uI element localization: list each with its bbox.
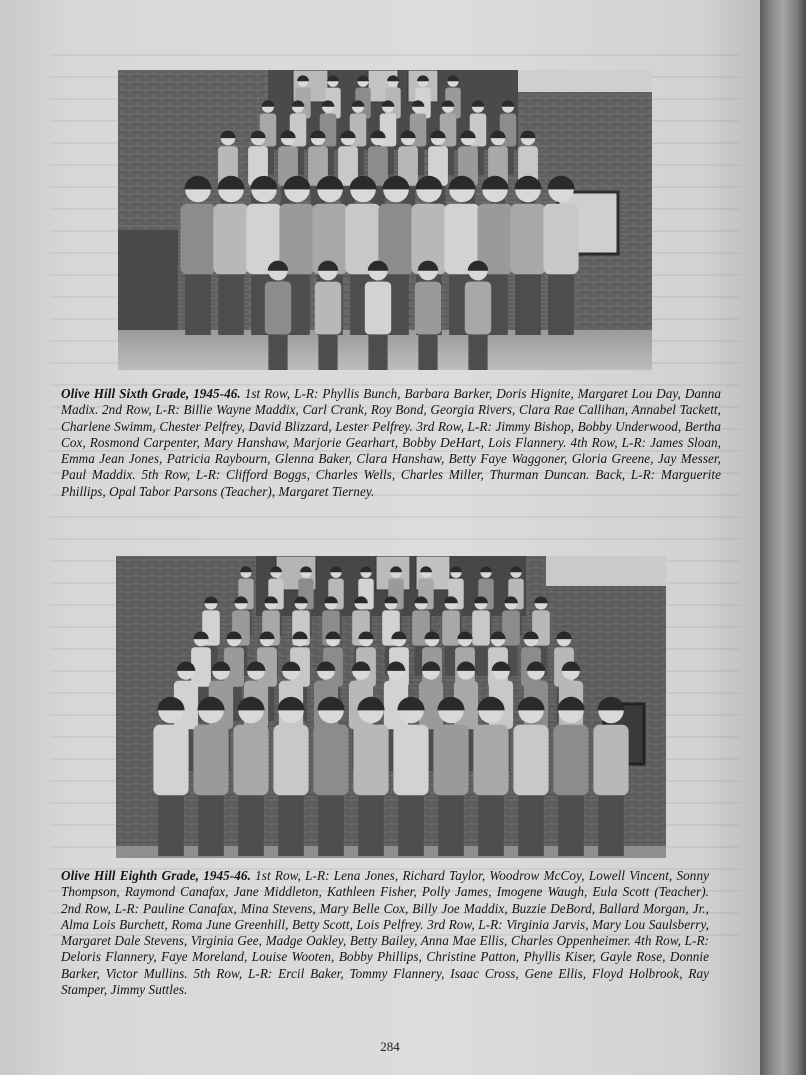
student-figure-part [510,204,545,274]
student-figure-part [313,725,348,795]
caption-sixth-grade [61,386,721,500]
caption-eighth-grade-title: Olive Hill Eighth Grade, 1945-46. [61,868,251,883]
photo-eighth-grade-image [116,556,666,858]
caption-eighth-grade-names: 1st Row, L-R: Lena Jones, Richard Taylor, Woodrow McCoy, Lowell Vincent, Sonny Thompson, Raymond Canafax, Jane Middleton, Kathleen Fisher, Polly James, Imogene Waugh, Eula Scott (Teacher). 2nd Row, L-R: Pauline Canafax, Mina Stevens, Mary Belle Cox, Billy Joe Maddix, Buzzie DeBord, Ballard Morgan, Jr., Alma Lois Burchett, Roma June Greenhill, Betty Scott, Lois Pelfrey. 3rd Row, L-R: Virginia Jarvis, Mary Lou Saulsberry, Margaret Dale Stevens, Virginia Gee, Madge Oakley, Betty Bailey, Anna Mae Ellis, Charles Oppenheimer. 4th Row, L-R: Deloris Flannery, Faye Moreland, Louise Wooten, Bobby Phillips, Christine Patton, Phyllis Kiser, Gayle Rose, Donnie Barker, Victor Mullins. 5th Row, L-R: Ercil Baker, Tommy Flannery, Isaac Cross, Gene Ellis, Floyd Holbrook, Ray Stamper, Jimmy Suttles. [61,868,709,998]
student-figure-part [318,334,337,370]
caption-eighth-grade [61,868,709,998]
student-figure-part [353,725,388,795]
student-figure-part [265,282,291,335]
student-figure-part [472,610,490,645]
student-figure-part [475,646,488,676]
photo-eighth-grade [116,556,666,858]
caption-sixth-grade-title: Olive Hill Sixth Grade, 1945-46. [61,386,241,401]
student-figure-part [548,274,574,335]
student-figure-part [193,725,228,795]
student-figure-part [365,282,391,335]
student-figure-part [358,795,384,856]
student-figure-part [180,204,215,274]
student-figure-part [418,334,437,370]
student-figure-part [393,725,428,795]
student-figure-part [318,795,344,856]
student-figure-part [558,795,584,856]
student-figure-part [218,274,244,335]
student-figure-part [415,282,441,335]
student-figure-part [273,725,308,795]
page-number: 284 [380,1039,400,1054]
student-figure-part [478,795,504,856]
student-figure-part [198,795,224,856]
student-figure-part [515,274,541,335]
student-figure-part [153,725,188,795]
student-figure-part [593,725,628,795]
book-spine [760,0,806,1075]
student-figure-part [518,795,544,856]
photo-sixth-grade [118,70,652,370]
student-figure-part [158,795,184,856]
student-figure-part [368,334,387,370]
student-figure-part [465,282,491,335]
student-figure-part [315,282,341,335]
caption-sixth-grade-names: 1st Row, L-R: Phyllis Bunch, Barbara Barker, Doris Hignite, Margaret Lou Day, Danna Madix. 2nd Row, L-R: Billie Wayne Maddix, Carl Crank, Roy Bond, Georgia Rivers, Clara Rae Callihan, Annabel Tackett, Charlene Swimm, Chester Pelfrey, David Blizzard, Lester Pelfrey. 3rd Row, L-R: Jimmy Bishop, Bobby Underwood, Bertha Cox, Rosmond Carpenter, Mary Hanshaw, Marjorie Gearhart, Bobby DeHart, Lois Flannery. 4th Row, L-R: James Sloan, Emma Jean Jones, Patricia Raybourn, Glenna Baker, Clara Hanshaw, Betty Faye Waggoner, Gloria Greene, Jay Messer, Paul Maddix. 5th Row, L-R: Clifford Boggs, Charles Wells, Charles Miller, Thurman Duncan. Back, L-R: Marguerite Phillips, Opal Tabor Parsons (Teacher), Margaret Tierney. [61,386,721,499]
student-figure-part [213,204,248,274]
photo-sixth-grade-image [118,70,652,370]
student-figure-part [468,334,487,370]
student-figure-part [278,795,304,856]
student-figure-part [268,334,287,370]
student-figure-part [185,274,211,335]
student-figure-part [543,204,578,274]
student-figure-part [513,725,548,795]
student-figure-part [433,725,468,795]
student-figure-part [553,725,588,795]
student-figure-part [233,725,268,795]
student-figure-part [442,610,460,645]
student-figure-part [438,795,464,856]
student-figure-part [598,795,624,856]
student-figure-part [238,795,264,856]
student-figure-part [398,795,424,856]
student-figure-part [473,725,508,795]
